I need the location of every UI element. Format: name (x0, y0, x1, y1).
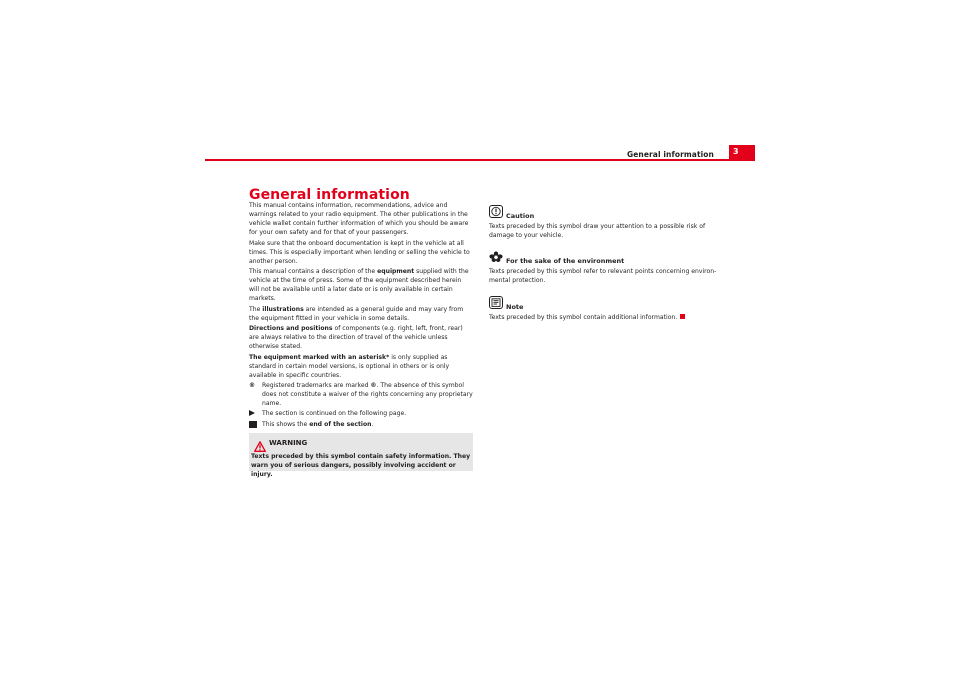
note-title: Note (506, 303, 524, 311)
list-item-trademarks: ® Registered trademarks are marked ®. The absence of this symbol does not constitute a waiver of the rights concerning any proprietary name. (249, 382, 473, 407)
header-rule (205, 159, 755, 161)
paragraph: Make sure that the onboard documentation is kept in the vehicle at all times. This is especially important when lending or selling the vehicle to another person. (249, 239, 470, 265)
note-section (489, 296, 719, 322)
warning-text: Texts preceded by this symbol contain safety information. They warn you of serious dangers, possibly involving accident or injury. (251, 453, 471, 478)
continue-arrow-icon (249, 410, 255, 416)
caution-icon (489, 205, 503, 221)
paragraph: The equipment marked with an asterisk* is only supplied as standard in certain model versions, is optional in others or is only available in specific countries. (249, 353, 450, 379)
paragraph: This manual contains information, recommendations, advice and warnings related to your radio equipment. The other publications in the vehicle wallet contain further information of which you should be aware for your own safety and for that of your passengers. (249, 202, 469, 236)
paragraph: This manual contains a description of the equipment supplied with the vehicle at the time of press. Some of the equipment described herein will not be available until a later date or is only available in certain markets. (249, 268, 469, 302)
caution-title: Caution (506, 212, 535, 220)
note-text: Texts preceded by this symbol contain additional information. (489, 313, 719, 322)
list-item-continued: The section is continued on the following page. (249, 409, 473, 419)
page-number: 3 (729, 145, 755, 160)
end-of-section-icon (249, 421, 257, 428)
paragraph: Directions and positions of components (e.g. right, left, front, rear) are always relative to the direction of travel of the vehicle unless otherwise stated. (249, 325, 463, 350)
left-column (249, 201, 473, 432)
environment-title: For the sake of the environment (506, 257, 625, 265)
warning-box (249, 433, 473, 478)
environment-flower-icon (489, 251, 503, 266)
caution-section (489, 205, 719, 240)
running-header-title: General information (626, 150, 714, 159)
caution-text: Texts preceded by this symbol draw your attention to a possible risk of damage to your vehicle. (489, 223, 706, 239)
page-title: General information (249, 187, 410, 203)
paragraph: The illustrations are intended as a general guide and may vary from the equipment fitted in your vehicle in some details. (249, 305, 464, 322)
right-column (489, 205, 719, 333)
environment-section (489, 251, 719, 285)
list-item-end-of-section: This shows the end of the section. (249, 420, 473, 431)
registered-mark: ® (249, 382, 256, 389)
end-of-section-red-icon (680, 314, 685, 319)
warning-title: WARNING (269, 439, 308, 447)
note-icon (489, 296, 503, 312)
environment-text: Texts preceded by this symbol refer to relevant points concerning environ-mental protection. (489, 268, 717, 284)
